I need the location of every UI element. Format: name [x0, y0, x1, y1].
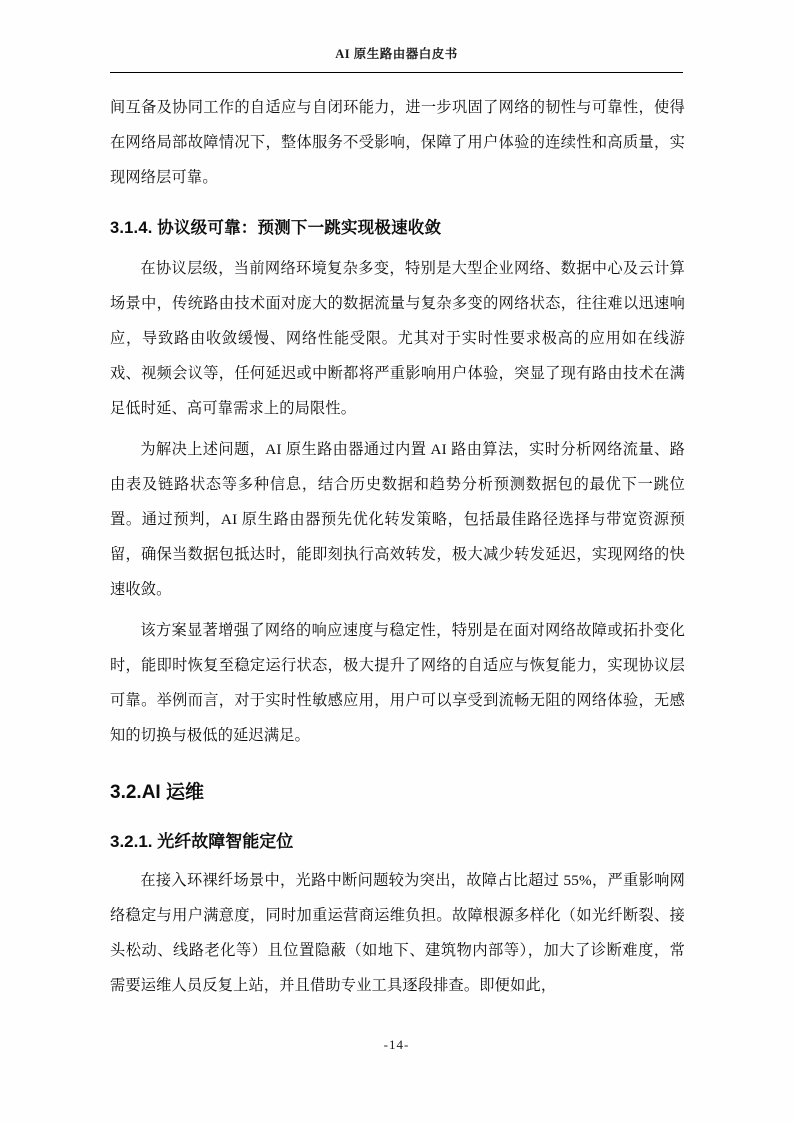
header-divider	[110, 72, 683, 73]
paragraph-continued: 间互备及协同工作的自适应与自闭环能力，进一步巩固了网络的韧性与可靠性，使得在网络局部故障情况下，整体服务不受影响，保障了用户体验的连续性和高质量，实现网络层可靠。	[110, 99, 685, 186]
heading-3-1-4: 3.1.4. 协议级可靠：预测下一跳实现极速收敛	[110, 219, 442, 237]
page-number: -14-	[383, 1037, 410, 1052]
heading-3-2: 3.2.AI 运维	[110, 782, 204, 803]
header-title: AI 原生路由器白皮书	[335, 47, 458, 61]
page-footer	[0, 1036, 793, 1054]
paragraph-1: 在协议层级，当前网络环境复杂多变，特别是大型企业网络、数据中心及云计算场景中，传统路由技术面对庞大的数据流量与复杂多变的网络状态，往往难以迅速响应，导致路由收敛缓慢、网络性能受限。尤其对于实时性要求极高的应用如在线游戏、视频会议等，任何延迟或中断都将严重影响用户体验，突显了现有路由技术在满足低时延、高可靠需求上的局限性。	[110, 260, 685, 417]
paragraph-3: 该方案显著增强了网络的响应速度与稳定性，特别是在面对网络故障或拓扑变化时，能即时恢复至稳定运行状态，极大提升了网络的自适应与恢复能力，实现协议层可靠。举例而言，对于实时性敏感应用，用户可以享受到流畅无阻的网络体验，无感知的切换与极低的延迟满足。	[110, 622, 685, 744]
paragraph-2: 为解决上述问题，AI 原生路由器通过内置 AI 路由算法，实时分析网络流量、路由表及链路状态等多种信息，结合历史数据和趋势分析预测数据包的最优下一跳位置。通过预判，AI 原生路由器预先优化转发策略，包括最佳路径选择与带宽资源预留，确保当数据包抵达时，能即刻执行高效转发，极大减少转发延迟，实现网络的快速收敛。	[110, 441, 685, 598]
page-header	[0, 44, 793, 63]
page-content	[110, 90, 685, 1003]
heading-3-2-1: 3.2.1. 光纤故障智能定位	[110, 832, 294, 851]
paragraph-4: 在接入环裸纤场景中，光路中断问题较为突出，故障占比超过 55%，严重影响网络稳定与用户满意度，同时加重运营商运维负担。故障根源多样化（如光纤断裂、接头松动、线路老化等）且位置隐蔽（如地下、建筑物内部等），加大了诊断难度，常需要运维人员反复上站，并且借助专业工具逐段排查。即便如此，	[110, 872, 685, 994]
